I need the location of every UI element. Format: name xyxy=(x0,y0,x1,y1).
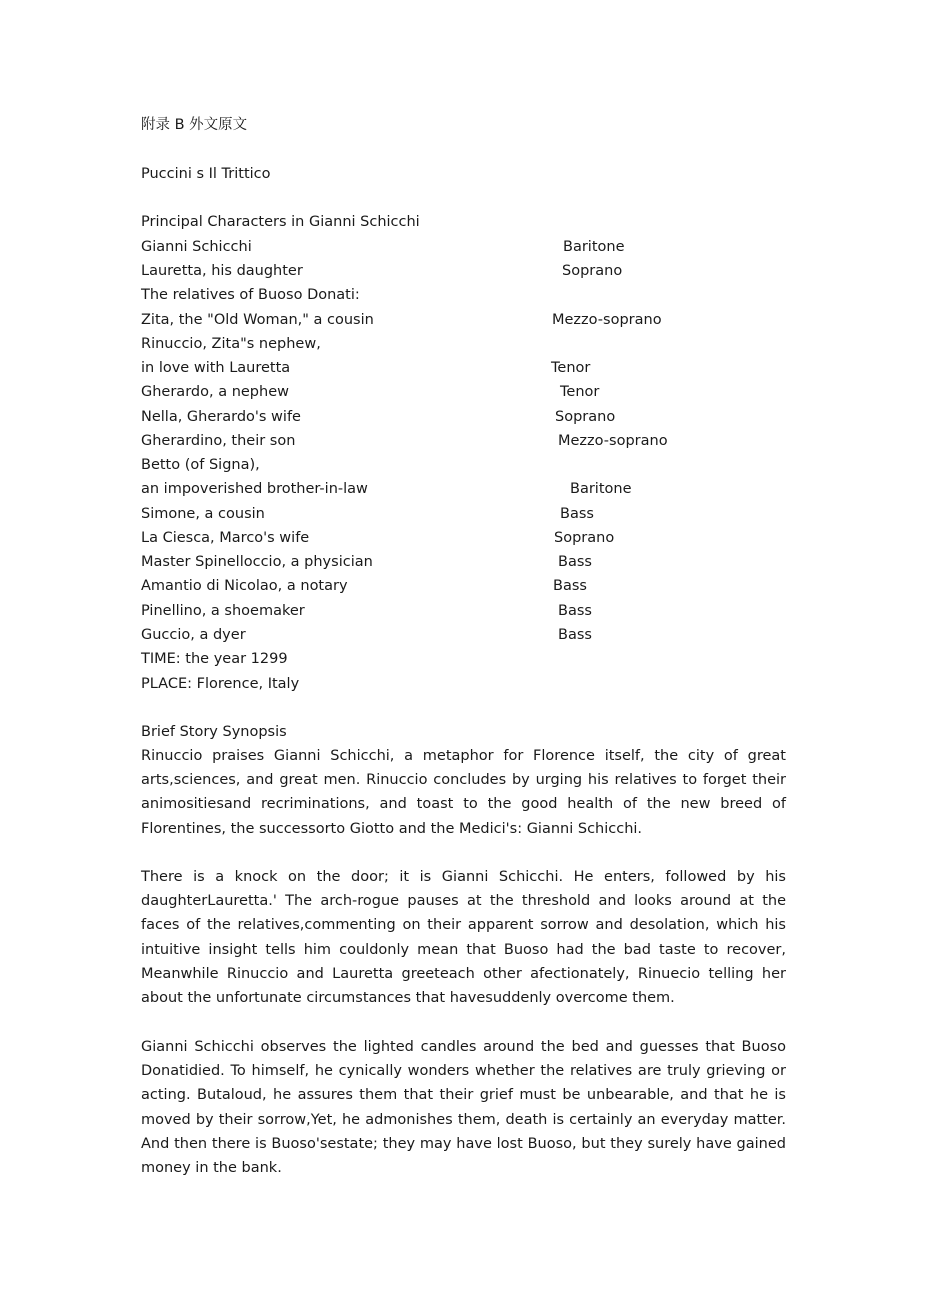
appendix-heading: 附录 B 外文原文 xyxy=(141,117,248,133)
character-voice: Bass xyxy=(558,627,592,643)
character-voice: Mezzo-soprano xyxy=(558,433,668,449)
character-name: Simone, a cousin xyxy=(141,506,265,522)
character-name: Gherardo, a nephew xyxy=(141,384,289,400)
character-name: Pinellino, a shoemaker xyxy=(141,603,305,619)
character-voice: Soprano xyxy=(554,530,615,546)
characters-heading: Principal Characters in Gianni Schicchi xyxy=(141,214,420,230)
work-title: Puccini s Il Trittico xyxy=(141,166,271,182)
character-name: Gianni Schicchi xyxy=(141,239,252,255)
character-name-continued: in love with Lauretta xyxy=(141,360,291,376)
character-voice: Baritone xyxy=(570,481,632,497)
character-name: Guccio, a dyer xyxy=(141,627,246,643)
character-voice: Mezzo-soprano xyxy=(552,312,662,328)
character-voice: Soprano xyxy=(555,409,616,425)
character-name: Nella, Gherardo's wife xyxy=(141,409,301,425)
character-voice: Tenor xyxy=(551,360,591,376)
synopsis-paragraph: There is a knock on the door; it is Gianni Schicchi. He enters, followed by his daughterLauretta.' The arch-rogue pauses at the threshold and looks around at the faces of the relatives,commenting on their apparent sorrow and desolation, which his intuitive insight tells him couldonly mean that Buoso had the bad taste to recover, Meanwhile Rinuccio and Lauretta greeteach other afectionately, Rinuecio telling her about the unfortunate circumstances that havesuddenly overcome them. xyxy=(141,869,786,1007)
synopsis-paragraph: Rinuccio praises Gianni Schicchi, a metaphor for Florence itself, the city of great arts,sciences, and great men. Rinuccio concludes by urging his relatives to forget their animositiesand recriminations, and toast to the good health of the new breed of Florentines, the successorto Giotto and the Medici's: Gianni Schicchi. xyxy=(141,748,786,837)
character-voice: Baritone xyxy=(563,239,625,255)
character-voice: Bass xyxy=(558,603,592,619)
character-voice: Bass xyxy=(560,506,594,522)
character-name: Betto (of Signa), xyxy=(141,457,260,473)
character-name: Master Spinelloccio, a physician xyxy=(141,554,373,570)
relatives-heading: The relatives of Buoso Donati: xyxy=(141,287,360,303)
character-name: Lauretta, his daughter xyxy=(141,263,303,279)
character-name-continued: an impoverished brother-in-law xyxy=(141,481,368,497)
character-name: Zita, the "Old Woman," a cousin xyxy=(141,312,374,328)
character-name: La Ciesca, Marco's wife xyxy=(141,530,310,546)
character-voice: Bass xyxy=(558,554,592,570)
synopsis-paragraph: Gianni Schicchi observes the lighted candles around the bed and guesses that Buoso Donatidied. To himself, he cynically wonders whether the relatives are truly grieving or acting. Butaloud, he assures them that their grief must be unbearable, and that he is moved by their sorrow,Yet, he admonishes them, death is certainly an everyday matter. And then there is Buoso'sestate; they may have lost Buoso, but they surely have gained money in the bank. xyxy=(141,1039,786,1177)
time-line: TIME: the year 1299 xyxy=(141,651,288,667)
character-name: Rinuccio, Zita"s nephew, xyxy=(141,336,321,352)
synopsis-heading: Brief Story Synopsis xyxy=(141,724,287,740)
character-name: Amantio di Nicolao, a notary xyxy=(141,578,348,594)
place-line: PLACE: Florence, Italy xyxy=(141,676,300,692)
character-voice: Bass xyxy=(553,578,587,594)
character-voice: Tenor xyxy=(560,384,600,400)
character-name: Gherardino, their son xyxy=(141,433,296,449)
character-voice: Soprano xyxy=(562,263,623,279)
